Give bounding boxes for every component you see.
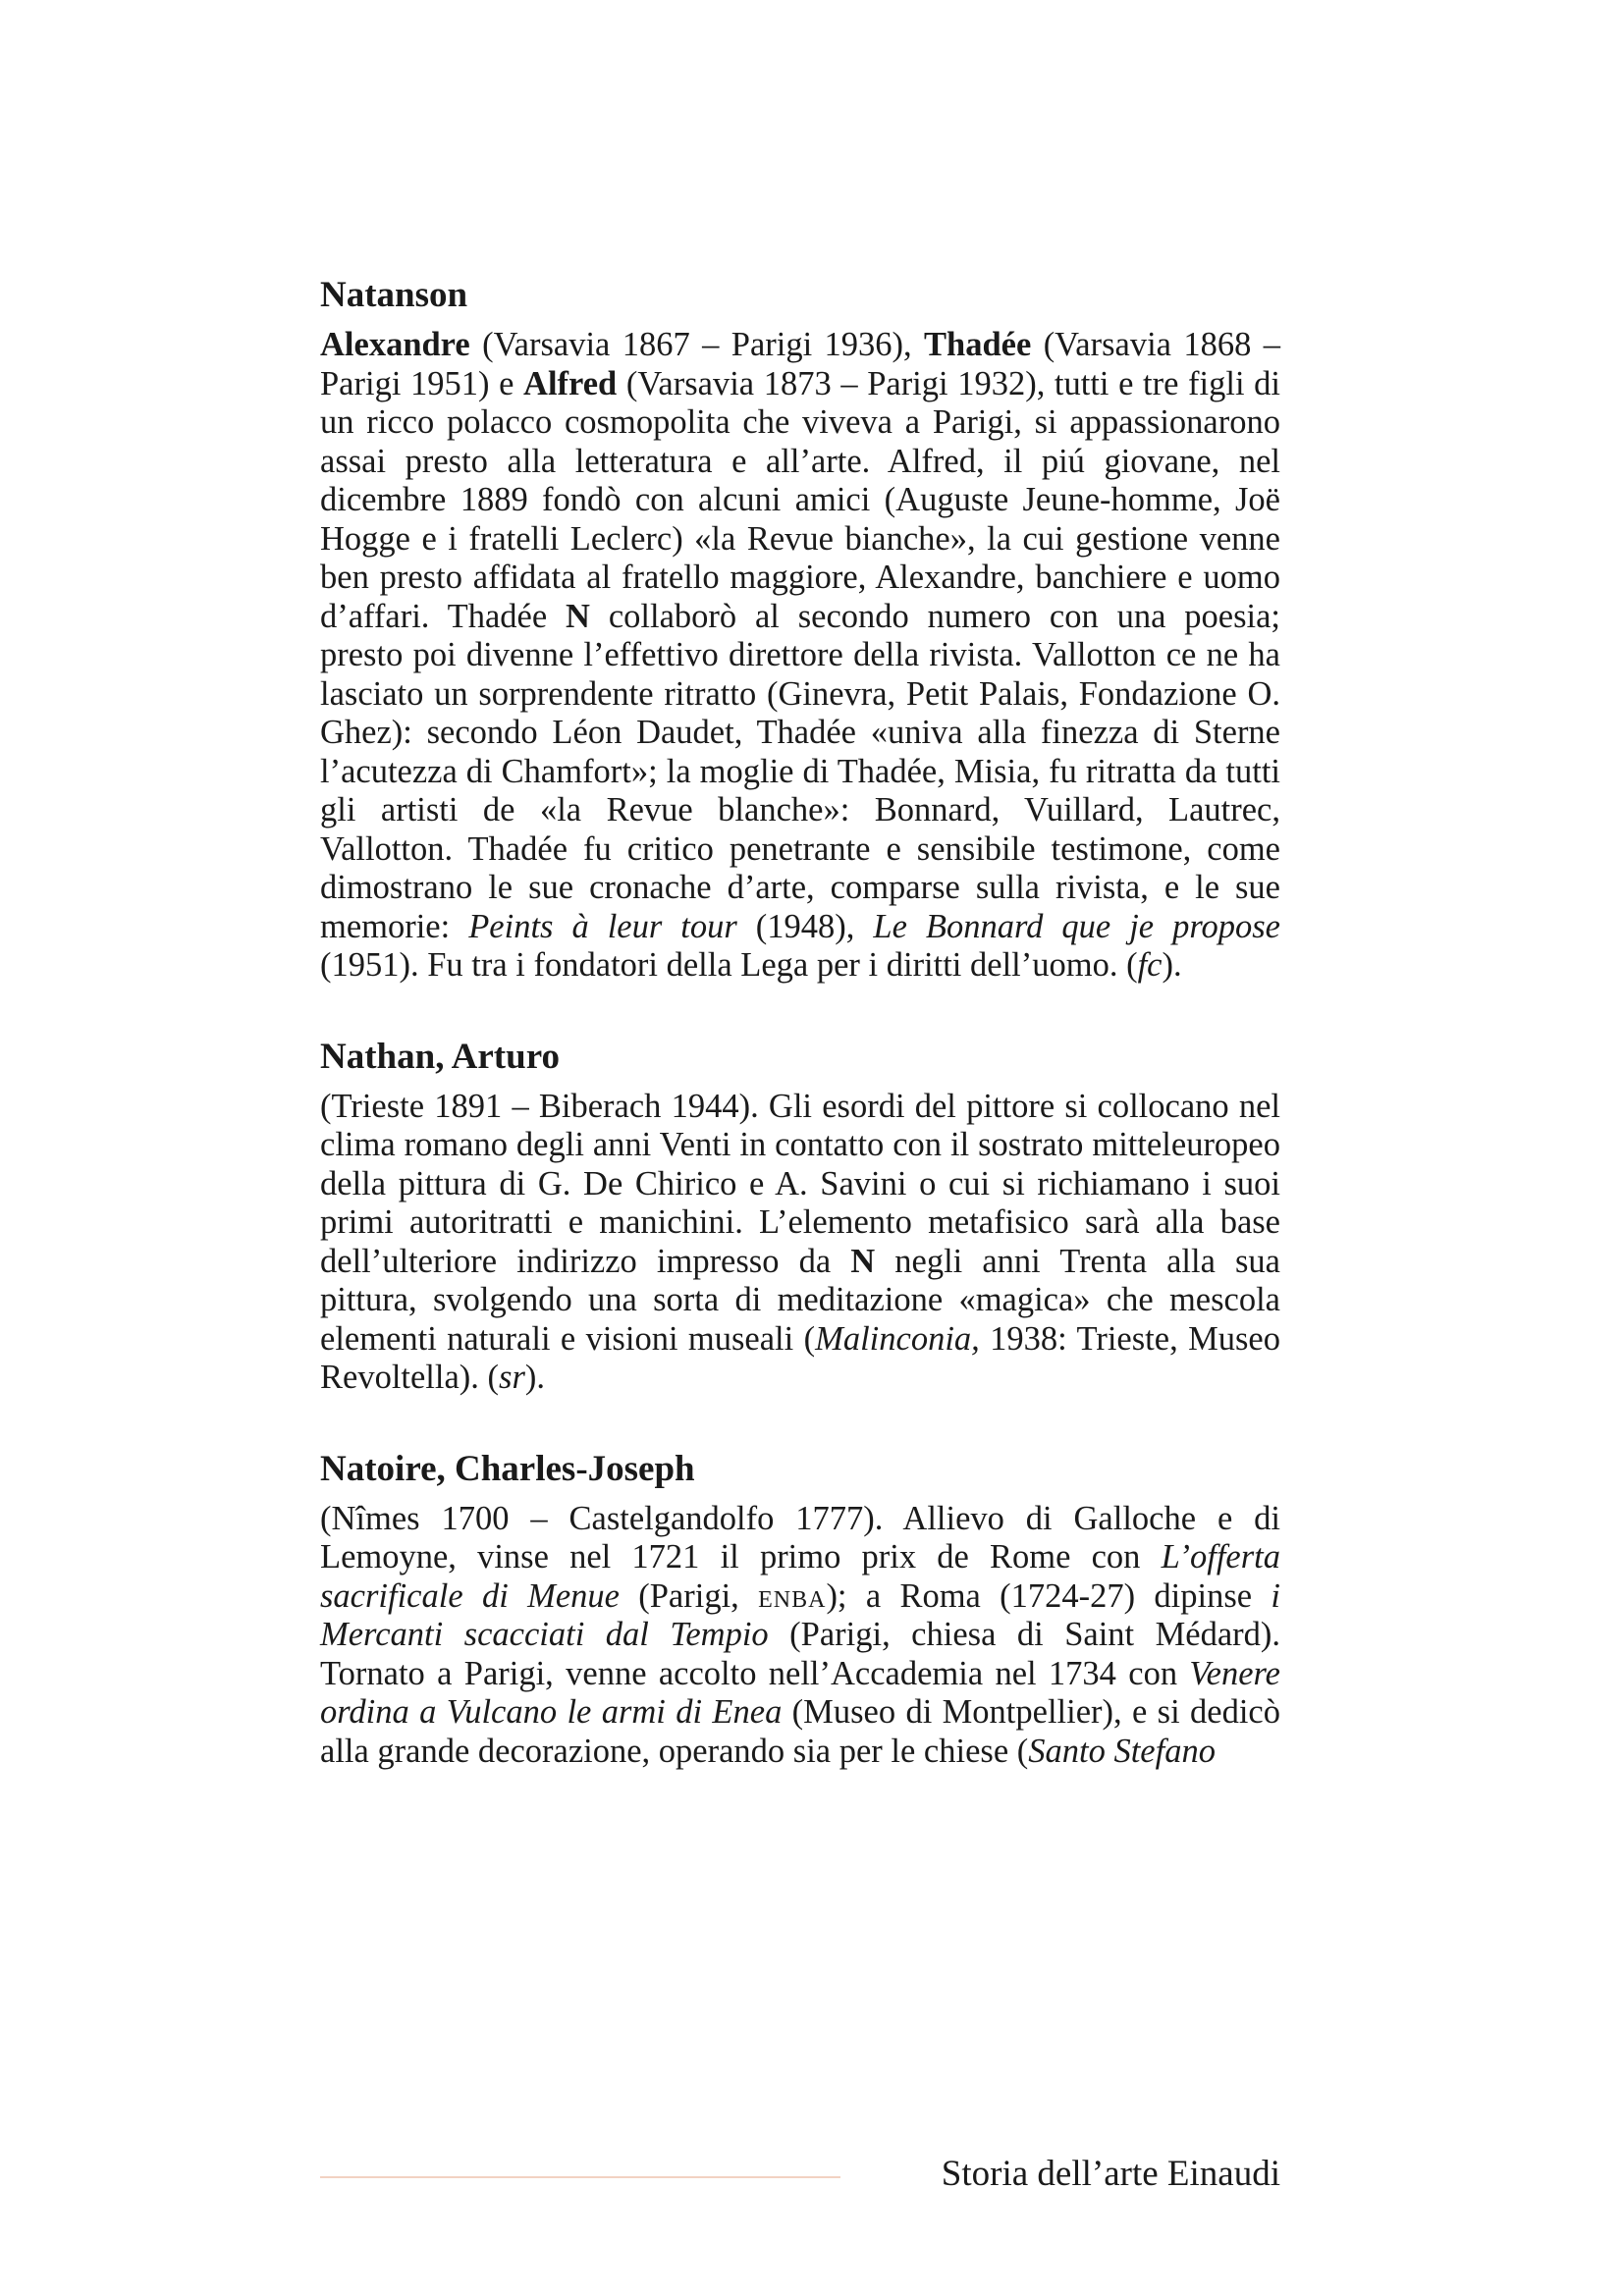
- bold-text: N: [566, 597, 590, 635]
- page-content: [320, 271, 1280, 1818]
- body-text: 1938: Trieste, Museo Revoltella). (: [320, 1319, 1280, 1396]
- body-text: (Varsavia 1873 – Parigi 1932), tutti e tre figli di un ricco polacco cosmopolita che viveva a Parigi, si appassionarono assai presto alla letteratura e all’arte. Alfred, il piú giovane, nel dicembre 1889 fondò con alcuni amici (Auguste Jeune-homme, Joë Hogge e i fratelli Leclerc) «la Revue bianche», la cui gestione venne ben presto affidata al fratello maggiore, Alexandre, banchiere e uomo d’affari. Thadée: [320, 364, 1280, 635]
- body-text: (Parigi, chiesa di Saint Médard). Tornato a Parigi, venne accolto nell’Accademia nel 1734 con: [320, 1616, 1281, 1692]
- footer-rule: [320, 2176, 840, 2178]
- bold-text: Thadée: [924, 326, 1032, 363]
- entry-natoire-charles-joseph: [320, 1445, 1280, 1772]
- italic-text: Santo Stefano: [1028, 1732, 1216, 1770]
- body-text: (Parigi,: [619, 1576, 759, 1615]
- footer-title: Storia dell’arte Einaudi: [941, 2154, 1280, 2194]
- body-text: (Varsavia 1868 – Parigi 1951) e: [320, 326, 1280, 402]
- italic-text: Venere ordina a Vulcano le armi di Enea: [320, 1654, 1280, 1731]
- body-text: (Museo di Montpellier), e si dedicò alla grande decorazione, operando sia per le chiese (: [320, 1693, 1280, 1770]
- body-text: (Nîmes 1700 – Castelgandolfo 1777). Allievo di Galloche e di Lemoyne, vinse nel 1721 il primo prix de Rome con: [320, 1499, 1280, 1575]
- italic-text: sr: [499, 1359, 525, 1396]
- italic-text: Malinconia,: [815, 1319, 980, 1358]
- italic-text: fc: [1137, 946, 1163, 984]
- body-text: negli anni Trenta alla sua pittura, svolgendo una sorta di meditazione «magica» che mescola elementi naturali e visioni museali (: [320, 1242, 1280, 1358]
- entry-title: Nathan, Arturo: [320, 1036, 560, 1077]
- entry-body: [320, 326, 1280, 986]
- entry-body: [320, 1088, 1280, 1398]
- entry-body: [320, 1500, 1280, 1772]
- body-text: (Trieste 1891 – Biberach 1944). Gli esordi del pittore si collocano nel clima romano degli anni Venti in contatto con il sostrato mitteleuropeo della pittura di G. De Chirico e A. Savini o cui si richiamano i suoi primi autoritratti e manichini. L’elemento metafisico sarà alla base dell’ulteriore indirizzo impresso da: [320, 1087, 1280, 1280]
- bold-text: Alfred: [523, 364, 618, 402]
- entry-title: Natoire, Charles-Joseph: [320, 1448, 695, 1489]
- small-caps-text: enba: [758, 1576, 827, 1615]
- body-text: (1948),: [736, 907, 874, 945]
- entry-title: Natanson: [320, 275, 468, 315]
- entry-nathan-arturo: [320, 1033, 1280, 1398]
- entry-natanson: [320, 271, 1280, 986]
- bold-text: N: [850, 1242, 876, 1280]
- body-text: ); a Roma (1724-27) dipinse: [826, 1576, 1271, 1615]
- italic-text: Le Bonnard que je propose: [873, 907, 1280, 945]
- italic-text: Peints à leur tour: [468, 907, 737, 945]
- bold-text: Alexandre: [320, 326, 470, 363]
- body-text: (Varsavia 1867 – Parigi 1936),: [469, 326, 925, 363]
- body-text: (1951). Fu tra i fondatori della Lega per i diritti dell’uomo. (: [320, 946, 1138, 984]
- body-text: ).: [524, 1359, 546, 1396]
- italic-text: L’offerta sacrificale di Menue: [320, 1538, 1280, 1615]
- italic-text: i Mercanti scacciati dal Tempio: [320, 1576, 1280, 1653]
- body-text: collaborò al secondo numero con una poesia; presto poi divenne l’effettivo direttore della rivista. Vallotton ce ne ha lasciato un sorprendente ritratto (Ginevra, Petit Palais, Fondazione O. Ghez): secondo Léon Daudet, Thadée «univa alla finezza di Sterne l’acutezza di Chamfort»; la moglie di Thadée, Misia, fu ritratta da tutti gli artisti de «la Revue blanche»: Bonnard, Vuillard, Lautrec, Vallotton. Thadée fu critico penetrante e sensibile testimone, come dimostrano le sue cronache d’arte, comparse sulla rivista, e le sue memorie:: [320, 597, 1281, 945]
- body-text: ).: [1162, 946, 1182, 984]
- page-footer: [320, 2150, 1280, 2199]
